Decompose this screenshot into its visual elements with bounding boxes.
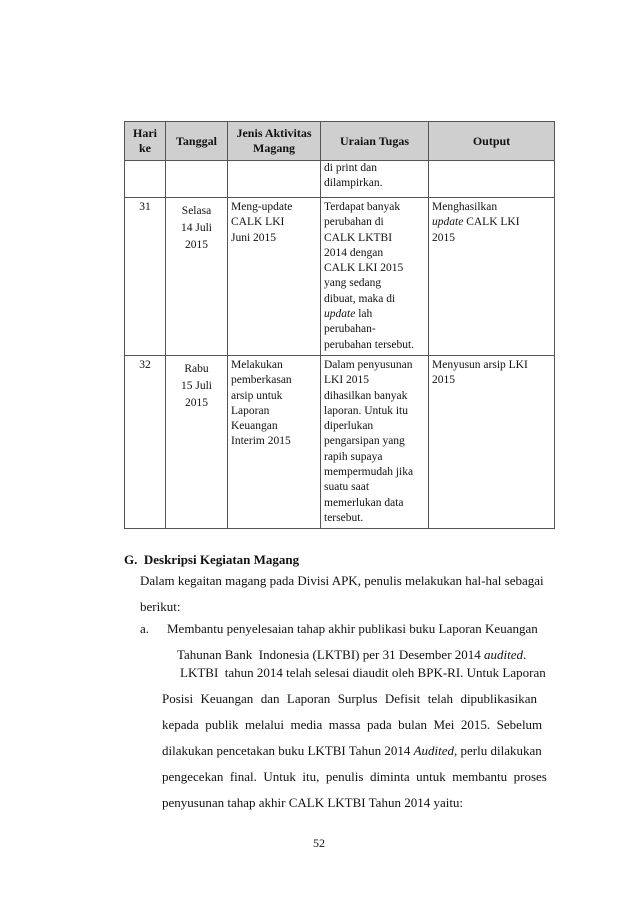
header-jenis-aktivitas	[228, 122, 321, 161]
paragraph-line: pengecekan final. Untuk itu, penulis diminta untuk membantu proses	[162, 769, 547, 784]
cell-uraian	[321, 198, 429, 356]
table-row-continuation	[125, 161, 555, 198]
paragraph-text: dilakukan pencetakan buku LKTBI Tahun 2014	[162, 743, 414, 758]
cell-tanggal	[166, 356, 228, 529]
cell-line: pengarsipan yang	[324, 435, 405, 448]
cell-line: Keuangan	[231, 420, 278, 433]
italic-word: update	[324, 308, 356, 321]
cell-line: CALK LKTBI	[324, 231, 393, 244]
cell-line: Terdapat banyak	[324, 201, 401, 213]
cell-hari: 32	[125, 356, 166, 529]
table-row	[125, 356, 555, 529]
cell-line: yang sedang	[324, 277, 382, 290]
cell	[125, 161, 166, 198]
item-text: .	[523, 647, 527, 662]
cell-output	[429, 198, 555, 356]
activity-table	[124, 121, 555, 529]
cell	[228, 161, 321, 198]
header-hari-ke	[125, 122, 166, 161]
cell-line: diperlukan	[324, 420, 374, 433]
paragraph-line: Posisi Keuangan dan Laporan Surplus Defisit telah dipublikasikan	[162, 691, 537, 706]
cell-text: CALK LKI	[463, 216, 520, 229]
cell-line: dibuat, maka di	[324, 292, 396, 305]
cell-line: 2015	[185, 397, 208, 409]
header-text: Jenis Aktivitas	[236, 126, 312, 140]
cell-line: memerlukan data	[324, 496, 404, 509]
body-paragraph	[162, 660, 547, 816]
cell-line: rapih supaya	[324, 450, 383, 463]
cell	[166, 161, 228, 198]
cell-text: lah	[355, 308, 373, 321]
cell-line: Interim 2015	[231, 435, 291, 448]
cell-line: dilampirkan.	[324, 177, 383, 190]
cell-line	[432, 215, 551, 230]
cell-tanggal	[166, 198, 228, 356]
cell-line: arsip untuk	[231, 389, 283, 402]
cell-line: perubahan di	[324, 216, 384, 229]
page-number: 52	[313, 836, 325, 850]
cell-line: 2015	[432, 374, 455, 387]
header-text: Magang	[253, 141, 295, 155]
cell	[429, 161, 555, 198]
paragraph-line: LKTBI tahun 2014 telah selesai diaudit oleh BPK-RI. Untuk Laporan	[180, 665, 546, 680]
italic-word: update	[432, 216, 464, 229]
cell-line: 2014 dengan	[324, 246, 384, 259]
cell-line: di print dan	[324, 162, 378, 174]
section-heading: G. Deskripsi Kegiatan Magang	[124, 552, 300, 567]
cell-line: Laporan	[231, 404, 270, 417]
table-row	[125, 198, 555, 356]
cell-output	[429, 356, 555, 529]
cell-line: dihasilkan banyak	[324, 389, 408, 402]
header-tanggal: Tanggal	[166, 122, 228, 161]
cell-line: pemberkasan	[231, 374, 292, 387]
cell-line: Menyusun arsip LKI	[432, 359, 528, 371]
cell-line: Rabu	[184, 363, 209, 375]
item-text: Tahunan Bank Indonesia (LKTBI) per 31 Desember 2014	[177, 647, 485, 662]
cell-line: tersebut.	[324, 511, 364, 524]
table-header-row	[125, 122, 555, 161]
cell-line: perubahan-	[324, 323, 376, 336]
cell-jenis	[228, 198, 321, 356]
cell-line: Melakukan	[231, 359, 283, 371]
italic-word: audited	[484, 647, 524, 662]
cell-uraian	[321, 356, 429, 529]
header-uraian-tugas: Uraian Tugas	[321, 122, 429, 161]
cell-line: 2015	[432, 231, 455, 244]
cell-uraian	[321, 161, 429, 198]
cell-line: Juni 2015	[231, 231, 277, 244]
paragraph-line: kepada publik melalui media massa pada bulan Mei 2015. Sebelum	[162, 717, 543, 732]
intro-line: Dalam kegaitan magang pada Divisi APK, penulis melakukan hal-hal sebagai	[140, 573, 544, 588]
cell-line: 15 Juli	[181, 380, 212, 392]
cell-line: CALK LKI	[231, 216, 285, 229]
cell-line: perubahan tersebut.	[324, 338, 415, 351]
cell-line: laporan. Untuk itu	[324, 404, 408, 417]
header-output: Output	[429, 122, 555, 161]
cell-line: Dalam penyusunan	[324, 359, 413, 371]
italic-word: Audited	[413, 743, 455, 758]
intro-line: berikut:	[140, 599, 181, 614]
section-intro	[140, 568, 544, 620]
cell-line: LKI 2015	[324, 374, 370, 387]
cell-hari: 31	[125, 198, 166, 356]
item-line: Membantu penyelesaian tahap akhir publikasi buku Laporan Keuangan	[167, 621, 538, 636]
cell-line: mempermudah jika	[324, 466, 414, 479]
paragraph-line: penyusunan tahap akhir CALK LKTBI Tahun 2014 yaitu:	[162, 795, 464, 810]
cell-line: 14 Juli	[181, 222, 212, 234]
cell-jenis	[228, 356, 321, 529]
cell-line: 2015	[185, 239, 208, 251]
cell-line: CALK LKI 2015	[324, 262, 404, 275]
header-text: Hari	[133, 126, 157, 140]
header-text: ke	[139, 141, 151, 155]
cell-line	[324, 307, 425, 322]
cell-line: Meng-update	[231, 201, 293, 213]
cell-line: suatu saat	[324, 481, 370, 494]
paragraph-line	[162, 738, 542, 764]
cell-line: Selasa	[181, 205, 212, 217]
list-item-marker: a.	[140, 621, 150, 636]
paragraph-text: , perlu dilakukan	[454, 743, 542, 758]
cell-line: Menghasilkan	[432, 201, 498, 213]
